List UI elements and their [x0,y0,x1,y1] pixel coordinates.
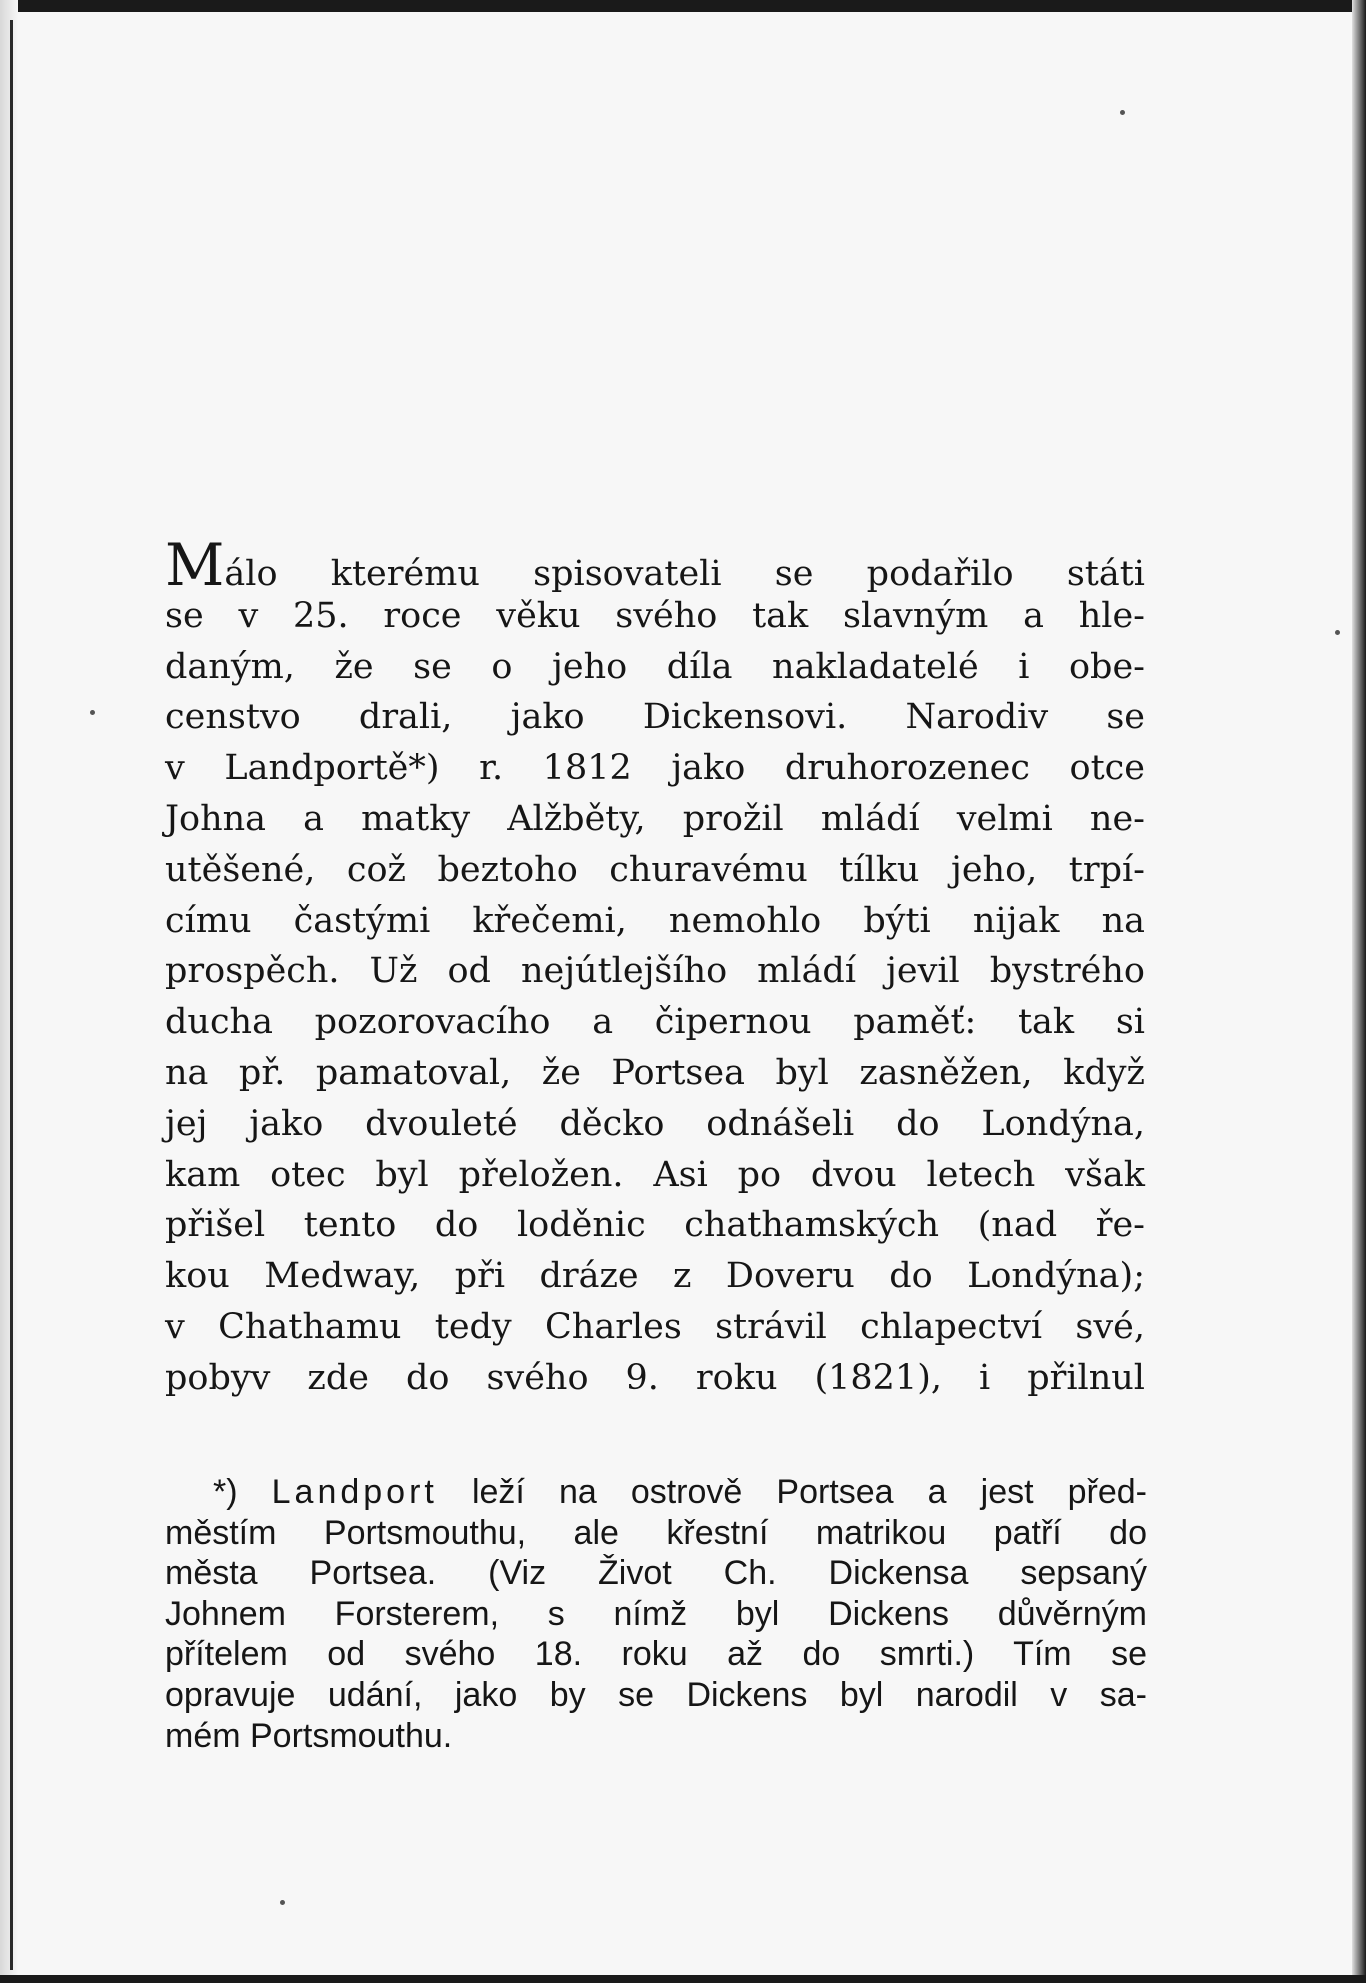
footnote-line: *) Landport leží na ostrově Portsea a jest před- [213,1473,1147,1511]
paragraph-line: címu častými křečemi, nemohlo býti nijak na [165,900,1145,941]
footnote-keyword: Landport [271,1473,438,1511]
paragraph-line: censtvo drali, jako Dickensovi. Narodiv se [165,697,1145,738]
paragraph-line: Johna a matky Alžběty, prožil mládí velmi ne- [165,798,1145,839]
paragraph-line: kam otec byl přeložen. Asi po dvou letech však [165,1154,1145,1195]
paper-speck [1120,110,1125,115]
paragraph-line: jej jako dvouleté děcko odnášeli do Londýna, [165,1103,1145,1144]
footnote-line: Johnem Forsterem, s nímž byl Dickens důvěrným [165,1594,1147,1633]
paragraph-line: na př. pamatoval, že Portsea byl zasněžen, když [165,1052,1145,1093]
paragraph-line: kou Medway, při dráze z Doveru do Londýna); [165,1256,1145,1297]
paper-speck [90,710,95,715]
footnote-marker: *) [213,1473,238,1511]
paragraph-line: daným, že se o jeho díla nakladatelé i obe- [165,646,1145,687]
spine-rule [10,20,13,1970]
paragraph-line: ducha pozorovacího a čipernou paměť: tak si [165,1002,1145,1043]
paragraph-line: Málo kterému spisovateli se podařilo státi [165,531,1145,599]
paragraph-line: utěšené, což beztoho churavému tílku jeho, trpí- [165,849,1145,890]
paragraph-line: v Chathamu tedy Charles strávil chlapectví své, [165,1306,1145,1347]
footnote [165,1472,1147,1756]
footnote-line: města Portsea. (Viz Život Ch. Dickensa sepsaný [165,1554,1147,1593]
drop-cap: M [165,531,225,599]
paper-speck [280,1900,285,1905]
scan-right-edge [1352,0,1366,1983]
footnote-line: opravuje udání, jako by se Dickens byl narodil v sa- [165,1675,1147,1714]
footnote-line: přítelem od svého 18. roku až do smrti.) Tím se [165,1635,1147,1674]
paragraph-line: v Landportě*) r. 1812 jako druhorozenec otce [165,748,1145,789]
footnote-line: mém Portsmouthu. [165,1716,453,1755]
paragraph-line: pobyv zde do svého 9. roku (1821), i přilnul [165,1357,1145,1398]
main-paragraph [165,531,1145,1404]
page-spine [0,0,18,1983]
footnote-line: městím Portsmouthu, ale křestní matrikou patří do [165,1513,1147,1552]
paragraph-line: prospěch. Už od nejútlejšího mládí jevil bystrého [165,951,1145,992]
paragraph-line: se v 25. roce věku svého tak slavným a hle- [165,595,1145,636]
scan-top-edge [0,0,1366,12]
paragraph-line: přišel tento do loděnic chathamských (nad ře- [165,1205,1145,1246]
paper-speck [1335,630,1340,635]
scan-bottom-edge [0,1975,1366,1983]
